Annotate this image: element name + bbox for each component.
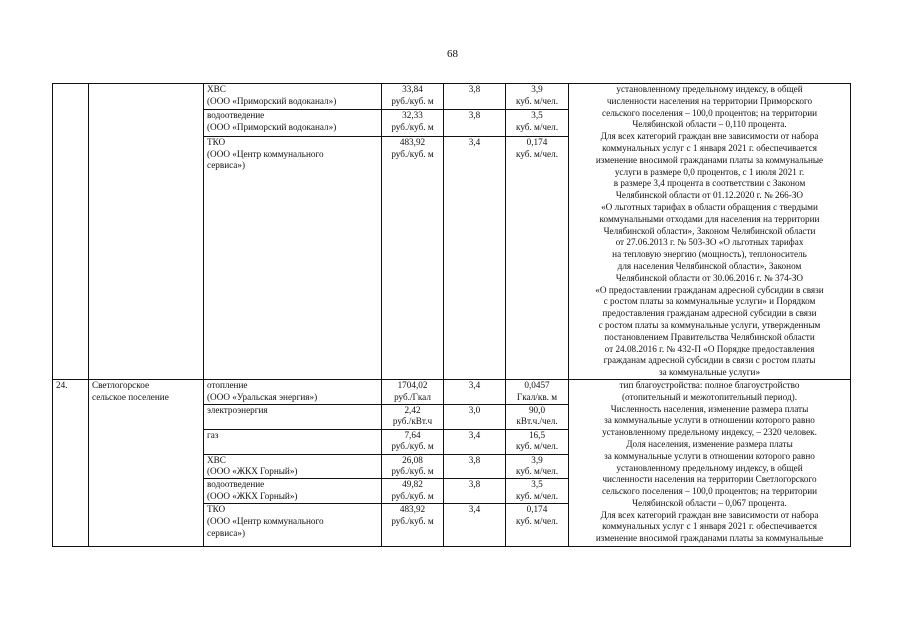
norm-cell: [506, 479, 569, 504]
norm-value: 3,5: [531, 479, 543, 490]
norm-value: 0,0457: [524, 379, 550, 390]
norm-value: куб. м/чел.: [515, 490, 559, 501]
note-line: установленному предельному индексу, в общей: [616, 84, 803, 94]
settlement-cell: [89, 84, 204, 380]
tariff-cell: [382, 379, 444, 404]
norm-cell: [506, 110, 569, 136]
note-line: установленному предельному индексу, – 2320 человек.: [602, 427, 817, 438]
service-cell: [204, 479, 382, 504]
service-name: (ООО «Центр коммунального: [207, 148, 324, 159]
note-line: постановлением Правительства Челябинской области: [604, 331, 815, 342]
note-line: Челябинской области – 0,067 процента.: [632, 497, 787, 508]
note-line: коммунальными отходами для населения на территории: [599, 213, 820, 224]
note-line: сельского поселения – 100,0 процентов; на территории: [601, 107, 818, 118]
tariff-value: 26,08: [402, 454, 423, 465]
service-name: водоотведение: [207, 479, 265, 490]
note-line: от 27.06.2013 г. № 503-ЗО «О льготных тарифах: [615, 237, 804, 248]
table-row: [53, 84, 851, 110]
tariff-cell: [382, 454, 444, 479]
norm-value: куб. м/чел.: [515, 515, 559, 526]
service-name: (ООО «Приморский водоканал»): [207, 95, 337, 106]
note-line: изменение вносимой гражданами платы за коммунальные: [595, 533, 824, 544]
tariff-value: 49,82: [402, 479, 423, 490]
note-line: Челябинской области», Законом Челябинской области: [603, 225, 816, 236]
service-name: сервиса»): [207, 160, 246, 171]
growth-cell: 3,4: [444, 504, 506, 547]
service-cell: [204, 454, 382, 479]
note-line: коммунальных услуг с 1 января 2021 г. обеспечивается: [602, 142, 817, 153]
note-line: с ростом платы за коммунальные услуги» и Порядком: [603, 296, 816, 307]
tariff-value: руб./куб. м: [391, 515, 434, 526]
norm-value: 3,9: [531, 84, 543, 94]
tariff-table: [52, 83, 851, 547]
note-line: изменение вносимой гражданами платы за коммунальные: [595, 154, 824, 165]
note-line: Численность населения, изменение размера платы: [610, 403, 809, 414]
service-name: электроэнергия: [207, 404, 268, 415]
tariff-value: 33,84: [402, 84, 423, 94]
norm-value: 3,9: [531, 454, 543, 465]
service-name: (ООО «ЖКХ Горный»): [207, 490, 298, 501]
norm-value: 3,5: [531, 110, 543, 121]
norm-value: 16,5: [528, 429, 546, 440]
note-line: тип благоустройства: полное благоустройство: [619, 379, 800, 390]
note-line: за коммунальные услуги»: [658, 367, 761, 378]
norm-value: 0,174: [526, 136, 548, 147]
growth-cell: 3,8: [444, 84, 506, 110]
service-name: газ: [207, 429, 219, 440]
tariff-value: руб./куб. м: [391, 441, 434, 452]
service-name: (ООО «Приморский водоканал»): [207, 122, 337, 133]
settlement-cell: [89, 379, 204, 546]
tariff-cell: [382, 404, 444, 429]
norm-value: куб. м/чел.: [515, 466, 559, 477]
norm-cell: [506, 504, 569, 547]
service-name: водоотведение: [207, 110, 265, 121]
service-cell: [204, 110, 382, 136]
norm-value: кВт.ч./чел.: [516, 416, 558, 427]
service-cell: [204, 379, 382, 404]
tariff-value: руб./куб. м: [391, 95, 434, 106]
settlement-name: Светлогорское: [92, 379, 150, 390]
tariff-cell: [382, 84, 444, 110]
note-line: численности населения на территории Приморского: [606, 95, 813, 106]
tariff-value: 1704,02: [397, 379, 428, 390]
service-name: (ООО «Уральская энергия»): [207, 391, 318, 402]
tariff-value: руб./куб. м: [391, 490, 434, 501]
service-name: ТКО: [207, 504, 226, 515]
growth-cell: 3,0: [444, 404, 506, 429]
service-cell: [204, 404, 382, 429]
norm-value: куб. м/чел.: [515, 148, 559, 159]
tariff-cell: [382, 136, 444, 379]
tariff-cell: [382, 110, 444, 136]
tariff-value: руб./куб. м: [391, 122, 434, 133]
tariff-value: 2,42: [404, 404, 421, 415]
norm-value: куб. м/чел.: [515, 441, 559, 452]
growth-cell: 3,8: [444, 454, 506, 479]
note-line: Доля населения, изменение размера платы: [626, 438, 793, 449]
page-number: 68: [447, 48, 458, 60]
tariff-value: 32,33: [402, 110, 423, 121]
tariff-value: руб./куб. м: [391, 148, 434, 159]
service-name: ХВС: [207, 84, 226, 94]
note-line: предоставления гражданам адресной субсидии в связи: [602, 308, 817, 319]
service-cell: [204, 429, 382, 454]
service-name: ТКО: [207, 136, 226, 147]
note-line: на тепловую энергию (мощность), теплоноситель: [612, 249, 807, 260]
tariff-value: 7,64: [404, 429, 421, 440]
tariff-cell: [382, 429, 444, 454]
growth-cell: 3,4: [444, 429, 506, 454]
row-number-cell: 24.: [53, 379, 89, 546]
note-line: Для всех категорий граждан вне зависимости от набора: [600, 131, 819, 142]
service-name: отопление: [207, 379, 248, 390]
note-line: Для всех категорий граждан вне зависимости от набора: [600, 509, 819, 520]
service-name: (ООО «Центр коммунального: [207, 515, 324, 526]
tariff-value: 483,92: [399, 136, 426, 147]
note-line: за коммунальные услуги в отношении которого равно: [604, 415, 815, 426]
tariff-value: 483,92: [399, 504, 426, 515]
norm-cell: [506, 136, 569, 379]
norm-cell: [506, 454, 569, 479]
row-number-cell: [53, 84, 89, 380]
service-cell: [204, 504, 382, 547]
note-line: Челябинской области от 30.06.2016 г. № 374-ЗО: [615, 272, 804, 283]
note-line: установленному предельному индексу, в общей: [616, 462, 803, 473]
note-line: с ростом платы за коммунальные услуги, утвержденным: [598, 319, 821, 330]
note-line: Челябинской области – 0,110 процента.: [632, 119, 787, 130]
note-line: за коммунальные услуги в отношении которого равно: [604, 450, 815, 461]
note-line: для населения Челябинской области», Законом: [617, 260, 802, 271]
note-cell: [569, 379, 851, 546]
norm-value: Гкал/кв. м: [516, 391, 558, 402]
note-line: (отопительный и межотопительный период).: [621, 391, 798, 402]
service-name: сервиса»): [207, 527, 246, 538]
growth-cell: 3,4: [444, 379, 506, 404]
norm-cell: [506, 404, 569, 429]
norm-value: куб. м/чел.: [515, 122, 559, 133]
norm-cell: [506, 429, 569, 454]
tariff-cell: [382, 504, 444, 547]
service-cell: [204, 136, 382, 379]
settlement-name: сельское поселение: [92, 391, 169, 402]
service-cell: [204, 84, 382, 110]
note-line: в размере 3,4 процента в соответствии с Законом: [613, 178, 806, 189]
service-name: ХВС: [207, 454, 226, 465]
tariff-value: руб./Гкал: [394, 391, 431, 402]
note-line: численности населения на территории Светлогорского: [602, 474, 817, 485]
note-line: услуги в размере 0,0 процентов, с 1 июля 2021 г.: [614, 166, 805, 177]
note-line: от 24.08.2016 г. № 432-П «О Порядке предоставления: [604, 343, 815, 354]
note-line: коммунальных услуг с 1 января 2021 г. обеспечивается: [602, 521, 817, 532]
note-line: гражданам адресной субсидии в связи с ростом платы: [603, 355, 816, 366]
growth-cell: 3,4: [444, 136, 506, 379]
norm-cell: [506, 84, 569, 110]
growth-cell: 3,8: [444, 110, 506, 136]
norm-value: 90,0: [528, 404, 546, 415]
service-name: (ООО «ЖКХ Горный»): [207, 466, 298, 477]
tariff-value: руб./кВт.ч: [392, 416, 433, 427]
norm-cell: [506, 379, 569, 404]
norm-value: куб. м/чел.: [515, 95, 559, 106]
note-line: «О льготных тарифах в области обращения с твердыми: [601, 201, 818, 212]
note-line: «О предоставлении гражданам адресной субсидии в связи: [595, 284, 824, 295]
growth-cell: 3,8: [444, 479, 506, 504]
table-row: [53, 379, 851, 404]
tariff-cell: [382, 479, 444, 504]
note-cell: [569, 84, 851, 380]
tariff-value: руб./куб. м: [391, 466, 434, 477]
norm-value: 0,174: [526, 504, 548, 515]
note-line: Челябинской области от 01.12.2020 г. № 266-ЗО: [615, 190, 804, 201]
note-line: сельского поселения – 100,0 процентов; на территории: [601, 486, 818, 497]
